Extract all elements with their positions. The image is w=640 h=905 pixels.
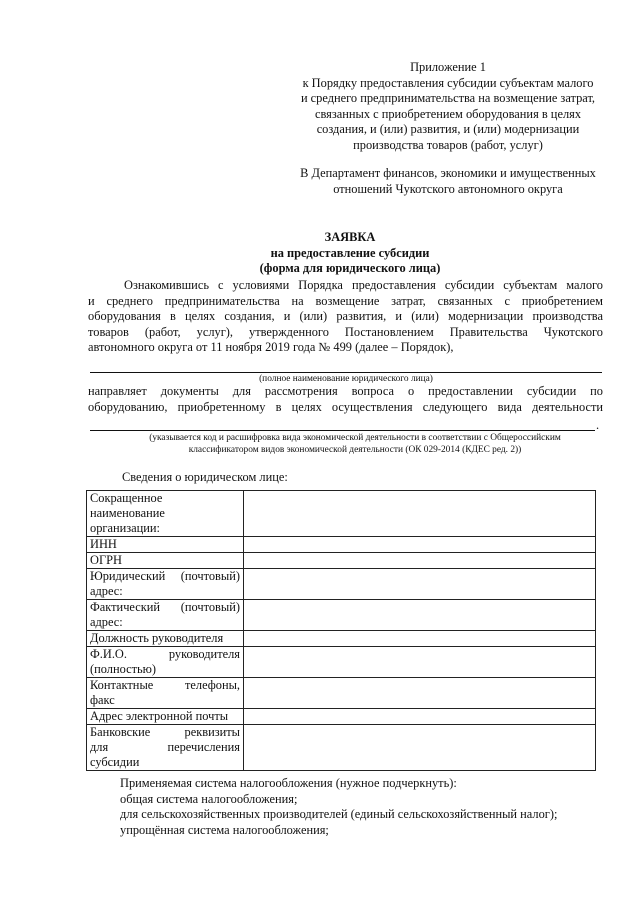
row-value-cell[interactable] — [244, 709, 596, 725]
intro-line: и среднего предпринимательства на возмещение затрат, связанных с приобретением — [88, 293, 603, 308]
appendix-line: к Порядку предоставления субсидии субъектам малого — [302, 75, 594, 90]
appendix-line: производства товаров (работ, услуг) — [353, 137, 543, 152]
table-row — [87, 537, 596, 553]
activity-caption-line: классификатором видов экономической деятельности (ОК 029-2014 (КДЕС ред. 2)) — [188, 445, 522, 455]
org-name-caption: (полное наименование юридического лица) — [259, 374, 433, 384]
row-value-cell[interactable] — [244, 600, 596, 631]
row-value-cell[interactable] — [244, 631, 596, 647]
table-row — [87, 553, 596, 569]
row-label: ИНН — [87, 537, 244, 553]
intro-line: товаров (работ, услуг), утвержденного Постановлением Правительства Чукотского — [88, 324, 603, 339]
appendix-line: создания, и (или) развития, и (или) модернизации — [316, 122, 580, 136]
row-label: ОГРН — [87, 553, 244, 569]
table-row — [87, 631, 596, 647]
tax-option-simplified[interactable]: упрощённая система налогообложения; — [120, 822, 329, 837]
title-line-1: ЗАЯВКА — [324, 230, 376, 244]
tax-system-block — [120, 776, 620, 838]
table-row — [87, 600, 596, 631]
row-value-cell[interactable] — [244, 491, 596, 537]
row-label: Банковские реквизиты для перечисления субсидии — [87, 725, 244, 771]
row-value-cell[interactable] — [244, 678, 596, 709]
row-value-cell[interactable] — [244, 647, 596, 678]
appendix-line: и среднего предпринимательства на возмещение затрат, — [300, 91, 596, 105]
activity-caption — [100, 432, 610, 456]
appendix-header — [270, 60, 626, 153]
title-line-2: на предоставление субсидии — [270, 245, 430, 260]
table-row — [87, 491, 596, 537]
appendix-line: Приложение 1 — [410, 60, 486, 74]
row-label: Должность руководителя — [87, 631, 244, 647]
row-label: Контактные телефоны, факс — [87, 678, 244, 709]
recipient-block — [270, 166, 626, 197]
table-row — [87, 647, 596, 678]
row-label: Сокращенное наименование организации: — [87, 491, 244, 537]
activity-caption-line: (указывается код и расшифровка вида экономической деятельности в соответствии с Общероссийским — [149, 433, 561, 443]
intro-line: автономного округа от 11 ноября 2019 года № 499 (далее – Порядок), — [88, 340, 454, 354]
activity-line[interactable] — [90, 430, 595, 431]
org-name-line[interactable] — [90, 372, 602, 373]
recipient-line: отношений Чукотского автономного округа — [333, 181, 563, 196]
directs-paragraph — [88, 384, 603, 415]
row-label: Ф.И.О. руководителя (полностью) — [87, 647, 244, 678]
activity-line-dot: . — [596, 418, 600, 432]
table-row — [87, 709, 596, 725]
recipient-line: В Департамент финансов, экономики и имущественных — [300, 166, 596, 180]
section-title: Сведения о юридическом лице: — [122, 470, 288, 484]
table-row — [87, 678, 596, 709]
row-label: Юридический (почтовый) адрес: — [87, 569, 244, 600]
tax-option-general[interactable]: общая система налогообложения; — [120, 791, 298, 806]
intro-paragraph — [88, 278, 603, 356]
title-line-3: (форма для юридического лица) — [259, 261, 441, 275]
intro-line: Ознакомившись с условиями Порядка предоставления субсидии субъектам малого — [124, 278, 603, 292]
appendix-line: связанных с приобретением оборудования в целях — [314, 106, 582, 121]
tax-heading: Применяемая система налогообложения (нужное подчеркнуть): — [120, 776, 457, 790]
intro-line: оборудования в целях создания, и (или) развития, и (или) модернизации производства — [88, 309, 603, 323]
row-value-cell[interactable] — [244, 553, 596, 569]
directs-line: направляет документы для рассмотрения вопроса о предоставлении субсидии по — [88, 384, 603, 398]
document-title — [90, 230, 610, 277]
org-info-table — [86, 490, 596, 771]
row-label: Фактический (почтовый) адрес: — [87, 600, 244, 631]
tax-option-agricultural[interactable]: для сельскохозяйственных производителей (единый сельскохозяйственный налог); — [120, 807, 558, 821]
row-value-cell[interactable] — [244, 537, 596, 553]
directs-line: оборудованию, приобретенному в целях осуществления следующего вида деятельности — [88, 399, 603, 414]
row-label: Адрес электронной почты — [87, 709, 244, 725]
row-value-cell[interactable] — [244, 569, 596, 600]
table-row — [87, 725, 596, 771]
row-value-cell[interactable] — [244, 725, 596, 771]
table-row — [87, 569, 596, 600]
